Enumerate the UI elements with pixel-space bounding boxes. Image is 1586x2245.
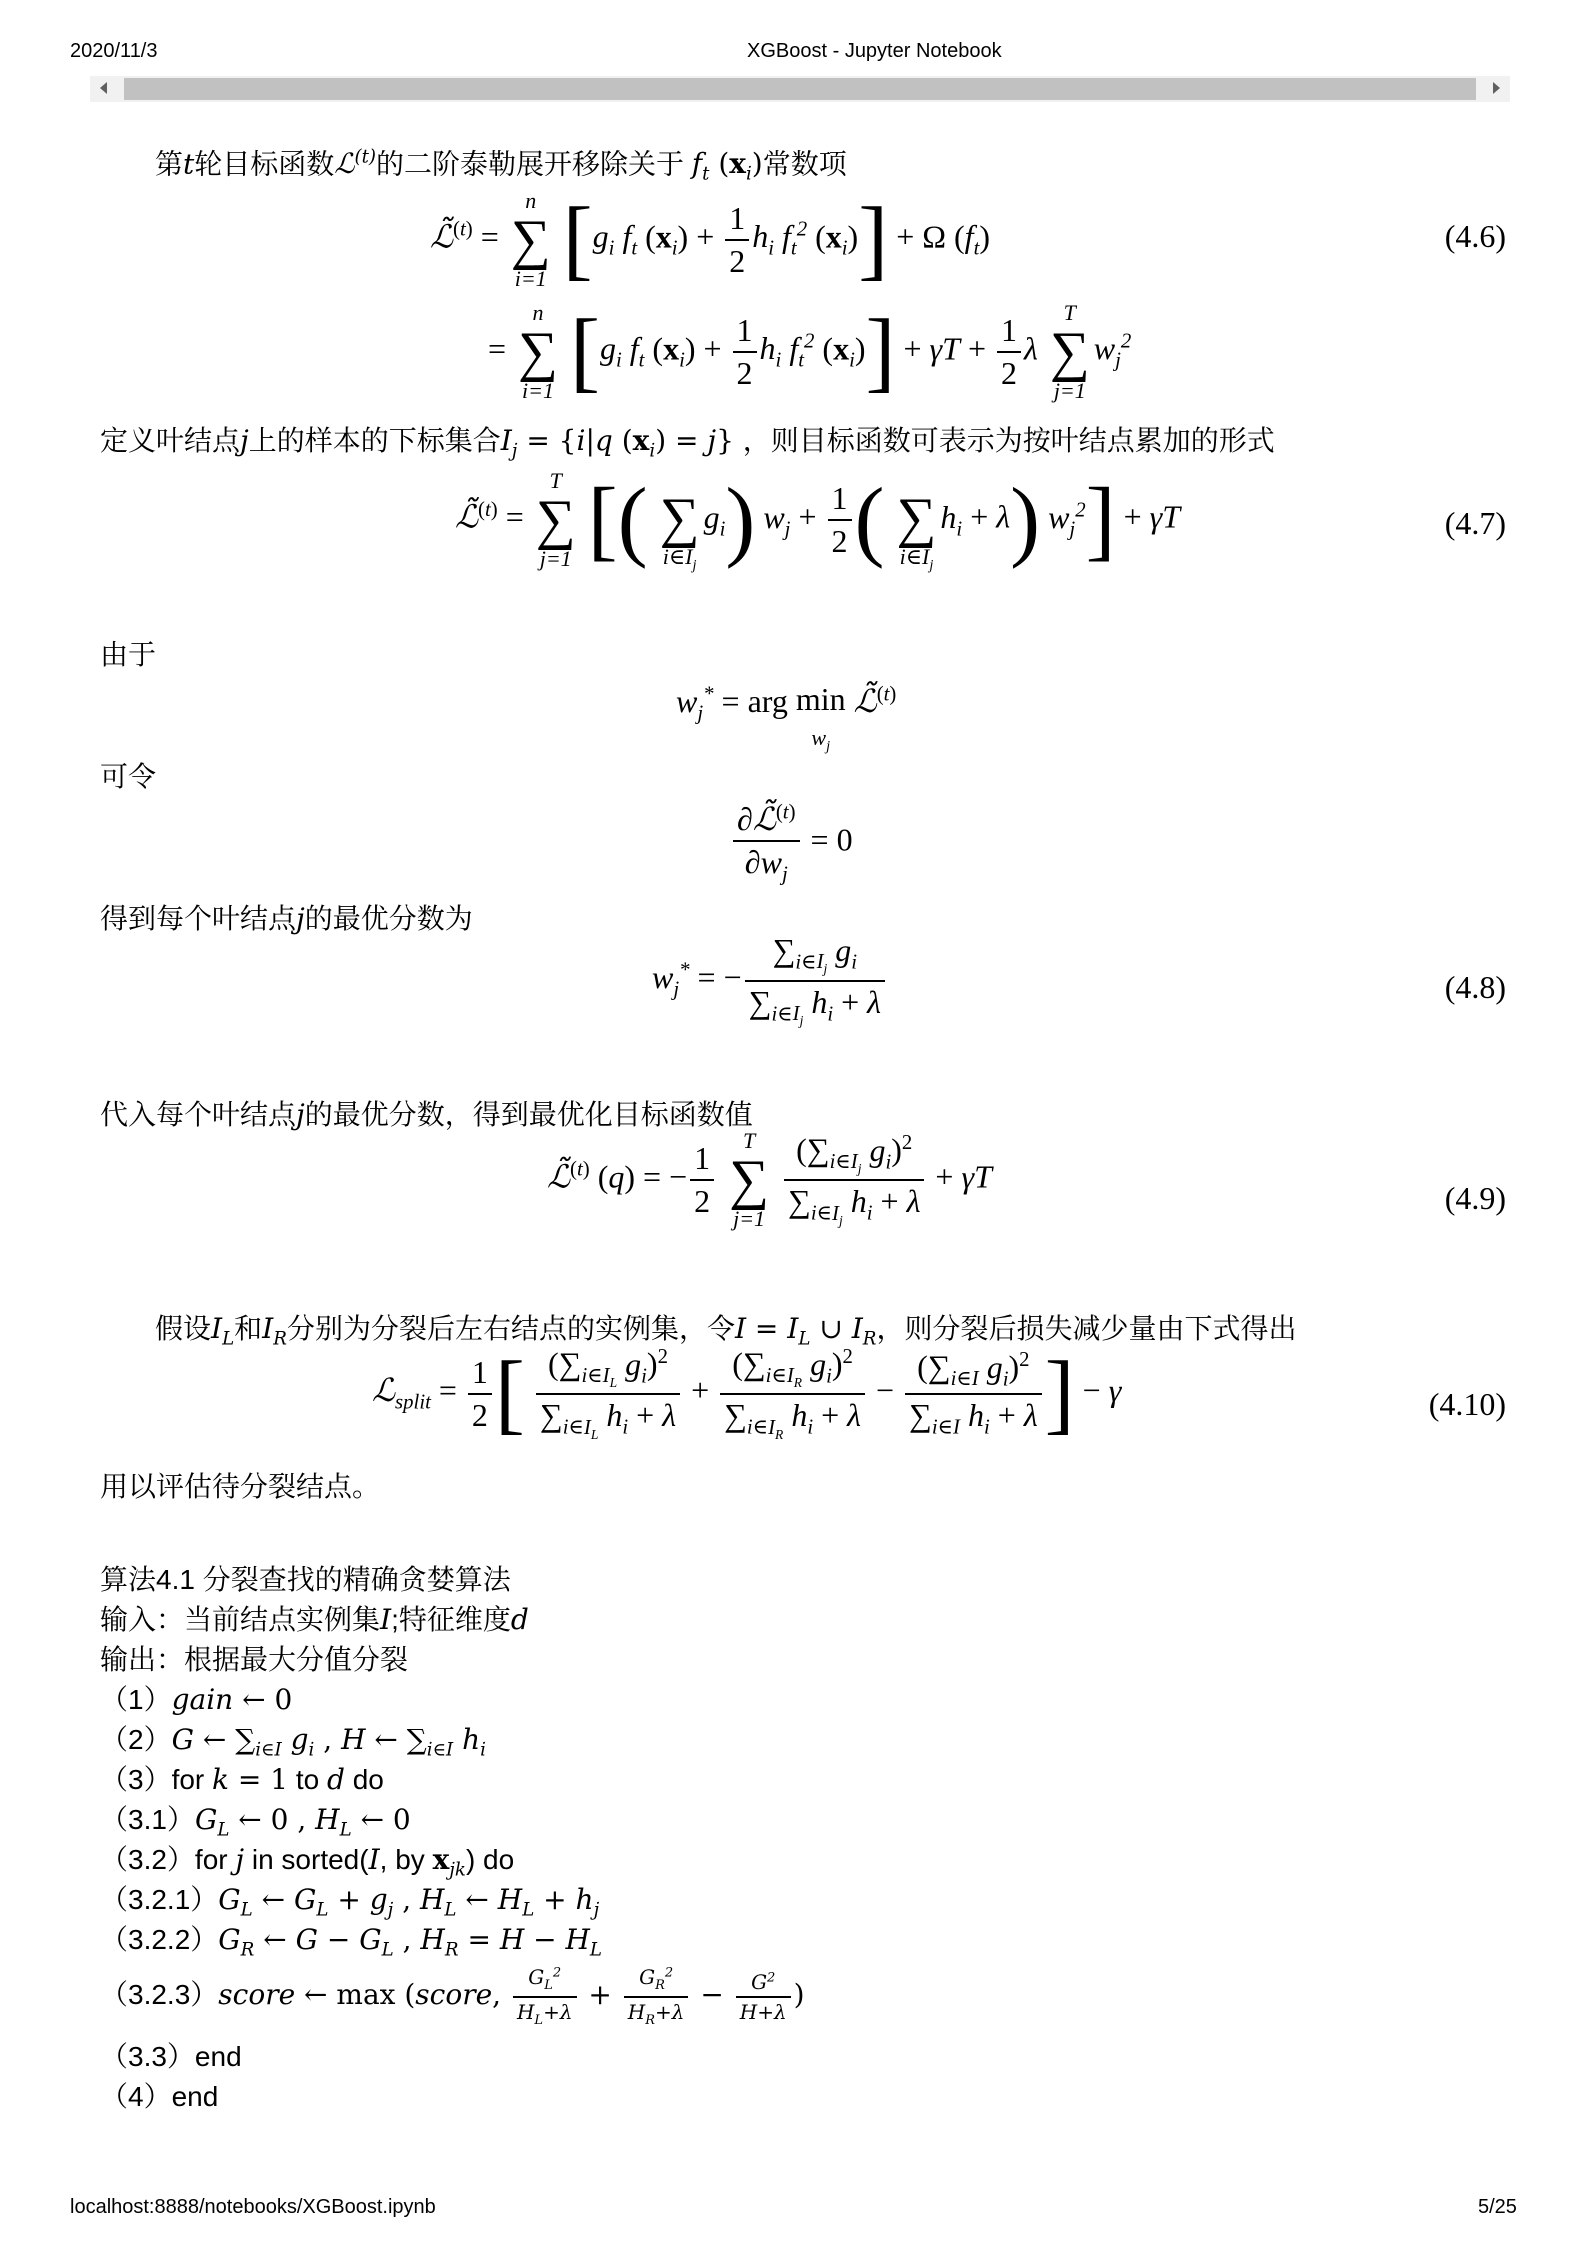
algorithm-step-1: （1）gain ← 0 [100, 1683, 293, 1716]
algorithm-input: 输入：当前结点实例集I;特征维度d [100, 1603, 529, 1636]
equation-4-8: $w_j^*$ = − $\frac{\sum_{i\in I_j} g_i}{\sum_{i\in I_j} h_i + \lambda}$ [652, 932, 888, 1029]
algorithm-step-3-2-1: $(3.2.1)G_L$ ← $G_L + g_j$ , $H_L$ ← $H_L + h_j$ [100, 1883, 600, 1921]
algorithm-step-3-1: $(3.1)G_L$ ← 0 , $H_L$ ← 0 [100, 1803, 411, 1841]
equation-number: (4.10) [1428, 1386, 1506, 1422]
horizontal-scrollbar[interactable] [90, 76, 1510, 102]
footer-page-number: 5/25 [1478, 2196, 1517, 2218]
equation-4-6-line-1: ℒ̃$^{(t)}$ = n ∑ i=1 [$g_i$ $f_t$ $(x_i)$ + $\frac{1}{2}$ $h_i$ $f_t^2$ $(x_i)] + \Omega$ $(f_t)$ [430, 188, 990, 291]
algorithm-step-4: （4）end [100, 2081, 219, 2112]
equation-number: (4.9) [1444, 1180, 1506, 1216]
equation-number: (4.7) [1444, 505, 1506, 541]
text-optimal-objective: 代入每个叶结点j的最优分数，得到最优化目标函数值 [100, 1098, 753, 1131]
algorithm-step-2: （2）G ← $\sum_{i\in I}$ $g_i$ , H ← $\sum_{i\in I}$ $h_i$ [100, 1723, 486, 1761]
equation-argmin: $w_j^*$ = arg min $w_j$ ℒ̃$^{(t)}$ [676, 681, 897, 755]
equation-4-6-line-2: = n ∑ i=1 [$g_i$ $f_t$ $(x_i)$ + $\frac{1}{2}$ $h_i$ $f_t^2$ $(x_i)] + \gamma T$ + $\frac{1}{2}$ λ T ∑ j=1 $w_j^2$ [488, 300, 1132, 403]
equation-derivative: $\frac{\partial ℒ̃^{(t)}}{\partial w_j}$ = 0 [730, 800, 853, 886]
equation-4-9: ℒ̃$^{(t)}$ (q) = − $\frac{1}{2}$ T ∑ j=1 $\frac{(\sum_{i\in I_j} g_i)^2}{\sum_{i\in I_j} h_i + \lambda}$ + γT [547, 1128, 992, 1231]
scroll-right-icon[interactable] [1493, 82, 1500, 94]
algorithm-title: 算法4.1 分裂查找的精确贪婪算法 [100, 1564, 511, 1595]
text-evaluate: 用以评估待分裂结点。 [100, 1471, 381, 1502]
text-split-assumption: 假设$I_L$和$I_R$分别为分裂后左右结点的实例集，令$I = I_L$ ∪ $I_R$，则分裂后损失减少量由下式得出 [155, 1312, 1297, 1350]
text-since: 由于 [100, 639, 157, 670]
algorithm-step-3: （3）for k = 1 to d do [100, 1763, 384, 1796]
text-taylor-intro: 第t轮目标函数ℒ$^{(t)}$的二阶泰勒展开移除关于 $f_t$ $(x_i)$常数项 [155, 147, 847, 185]
algorithm-step-3-2-3: （3.2.3）score ← max (score, $\frac{G_L^2}{H_L+\lambda}$ + $\frac{G_R^2}{H_R+\lambda}$ − $\frac{G^2}{H+\lambda}$ ) [100, 1965, 805, 2028]
page-title: XGBoost - Jupyter Notebook [747, 40, 1002, 62]
equation-4-7: ℒ̃$^{(t)}$ = T ∑ j=1 [( ∑ $i\in I_j$ $g_i$) $w_j$ + $\frac{1}{2}$ ( ∑ $i\in I_j$ $h_i + \lambda$) $w_j^2] + \gamma T$ [455, 468, 1181, 574]
equation-number: (4.8) [1444, 969, 1506, 1005]
algorithm-step-3-2: （3.2）for j in sorted(I, by $x_{jk}$) do [100, 1843, 515, 1881]
text-leaf-index-set: 定义叶结点j上的样本的下标集合$I_j = \{i|q$ $(x_i) = j$} ，则目标函数可表示为按叶结点累加的形式 [100, 424, 1275, 462]
text-let: 可令 [100, 761, 157, 792]
algorithm-step-3-2-2: $(3.2.2)G_R$ ← $G - G_L$ , $H_R = H - H_L$ [100, 1923, 602, 1961]
text-optimal-score: 得到每个叶结点j的最优分数为 [100, 902, 473, 935]
equation-4-10: ℒ$_{split}$ = $\frac{1}{2}$ [ $\frac{(\sum_{i\in I_L} g_i)^2}{\sum_{i\in I_L} h_i + \lambda}$ + $\frac{(\sum_{i\in I_R} g_i)^2}{\sum_{i\in I_R} h_i + \lambda}$ − $\frac{(\sum_{i\in I} g_i)^2}{\sum_{i\in I} h_i + \lambda}$ ] − γ [372, 1343, 1122, 1443]
footer-url: localhost:8888/notebooks/XGBoost.ipynb [70, 2196, 436, 2218]
equation-number: (4.6) [1444, 218, 1506, 254]
print-date: 2020/11/3 [70, 40, 158, 62]
algorithm-step-3-3: （3.3）end [100, 2041, 242, 2072]
scroll-left-icon[interactable] [100, 82, 107, 94]
scrollbar-thumb[interactable] [124, 78, 1476, 100]
algorithm-output: 输出：根据最大分值分裂 [100, 1644, 409, 1675]
